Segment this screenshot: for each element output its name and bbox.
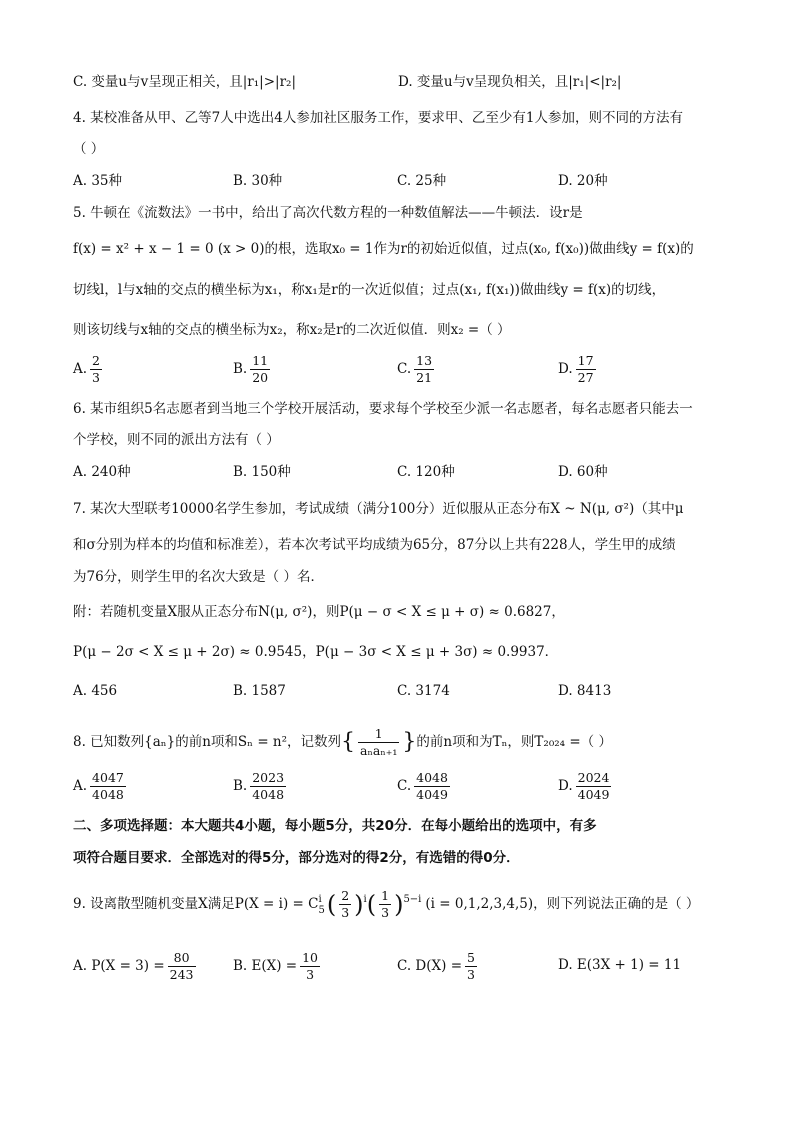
- q9-combination-indices: i 5: [318, 893, 325, 916]
- q8-option-d: D. $\frac{2024}{4049}$: [558, 770, 610, 802]
- q8-option-d-fraction: $\frac{2024}{4049}$: [577, 770, 610, 802]
- q7-text-line4: 附：若随机变量X服从正态分布N(μ, σ²)，则P(μ − σ < X ≤ μ + σ) ≈ 0.6827，: [73, 604, 565, 620]
- q9-option-b: B. E(X) = $\frac{10}{3}$: [233, 950, 319, 982]
- q8-option-b: B. $\frac{2023}{4048}$: [233, 770, 285, 802]
- q9-option-c-fraction: $\frac{5}{3}$: [467, 950, 475, 982]
- q8-option-c-fraction: $\frac{4048}{4049}$: [416, 770, 448, 802]
- q5-option-b: B. $\frac{11}{20}$: [233, 353, 269, 385]
- q4-text-line2: （ ）: [73, 141, 105, 157]
- q9-option-d: D. E(3X + 1) = 11: [558, 957, 682, 973]
- q7-text-line1: 7. 某次大型联考10000名学生参加，考试成绩（满分100分）近似服从正态分布X ~ N(μ, σ²)（其中μ: [73, 501, 684, 517]
- q7-text-line3: 为76分，则学生甲的名次大致是（ ）名．: [73, 569, 324, 585]
- q4-option-d: D. 20种: [558, 173, 608, 189]
- q9-fraction-one-third: $\frac{1}{3}$: [381, 888, 390, 920]
- q8-option-a: A. $\frac{4047}{4048}$: [73, 770, 124, 802]
- q6-option-d: D. 60种: [558, 464, 608, 480]
- section2-heading-line2: 项符合题目要求．全部选对的得5分，部分选对的得2分，有选错的得0分．: [73, 850, 520, 866]
- q8-option-a-fraction: $\frac{4047}{4048}$: [92, 770, 124, 802]
- q9-option-b-fraction: $\frac{10}{3}$: [302, 950, 319, 982]
- q9-option-c: C. D(X) = $\frac{5}{3}$: [397, 950, 475, 982]
- q6-text-line2: 个学校，则不同的派出方法有（ ）: [73, 432, 280, 448]
- q4-option-a: A. 35种: [73, 173, 123, 189]
- q8-option-b-fraction: $\frac{2023}{4048}$: [252, 770, 285, 802]
- q5-option-a-fraction: $\frac{2}{3}$: [92, 353, 100, 385]
- q8-option-c: C. $\frac{4048}{4049}$: [397, 770, 448, 802]
- q9-fraction-two-thirds: $\frac{2}{3}$: [341, 888, 350, 920]
- q8-text: 8. 已知数列{aₙ}的前n项和Sₙ = n²，记数列{ $\frac{1}{\text{aₙaₙ₊₁}}$ }的前n项和为Tₙ，则T₂₀₂₄ =（ ）: [73, 726, 612, 758]
- q5-option-c-fraction: $\frac{13}{21}$: [416, 353, 433, 385]
- q5-option-d-fraction: $\frac{17}{27}$: [577, 353, 594, 385]
- q5-text-line2: f(x) = x² + x − 1 = 0 (x > 0)的根，选取x₀ = 1作为r的初始近似值，过点(x₀, f(x₀))做曲线y = f(x)的: [73, 241, 694, 257]
- q6-option-a: A. 240种: [73, 464, 131, 480]
- q6-text-line1: 6. 某市组织5名志愿者到当地三个学校开展活动，要求每个学校至少派一名志愿者，每名志愿者只能去一: [73, 401, 693, 417]
- q7-option-b: B. 1587: [233, 683, 286, 699]
- section2-heading-line1: 二、多项选择题：本大题共4小题，每小题5分，共20分．在每小题给出的选项中，有多: [73, 818, 597, 834]
- q6-option-c: C. 120种: [397, 464, 455, 480]
- q8-right-brace: }: [402, 729, 417, 755]
- q8-left-brace: {: [341, 729, 356, 755]
- q7-option-d: D. 8413: [558, 683, 612, 699]
- q9-option-a-fraction: $\frac{80}{243}$: [169, 950, 194, 982]
- q4-text-line1: 4. 某校准备从甲、乙等7人中选出4人参加社区服务工作，要求甲、乙至少有1人参加，则不同的方法有: [73, 110, 683, 126]
- q9-option-a: A. P(X = 3) = $\frac{80}{243}$: [73, 950, 194, 982]
- q5-option-c: C. $\frac{13}{21}$: [397, 353, 433, 385]
- q4-option-b: B. 30种: [233, 173, 283, 189]
- q3-option-d: D. 变量u与v呈现负相关，且|r₁|<|r₂|: [398, 74, 622, 90]
- q7-text-line2: 和σ分别为样本的均值和标准差），若本次考试平均成绩为65分，87分以上共有228人，学生甲的成绩: [73, 537, 676, 553]
- q4-option-c: C. 25种: [397, 173, 447, 189]
- q5-option-a: A. $\frac{2}{3}$: [73, 353, 100, 385]
- q9-text: 9. 设离散型随机变量X满足P(X = i) = C i 5 ( $\frac{2}{3}$ )$^i$( $\frac{1}{3}$ )$^{5-i}$ (i = 0,1,2,3,4,5)，则下列说法正确的是（ ）: [73, 888, 700, 920]
- q7-option-c: C. 3174: [397, 683, 450, 699]
- q6-option-b: B. 150种: [233, 464, 291, 480]
- q7-option-a: A. 456: [73, 683, 118, 699]
- q7-text-line5: P(μ − 2σ < X ≤ μ + 2σ) ≈ 0.9545，P(μ − 3σ < X ≤ μ + 3σ) ≈ 0.9937．: [73, 644, 559, 660]
- q5-text-line4: 则该切线与x轴的交点的横坐标为x₂，称x₂是r的二次近似值．则x₂ =（ ）: [73, 322, 511, 338]
- q3-option-c: C. 变量u与v呈现正相关，且|r₁|>|r₂|: [73, 74, 296, 90]
- q5-option-d: D. $\frac{17}{27}$: [558, 353, 594, 385]
- q5-text-line3: 切线l，l与x轴的交点的横坐标为x₁，称x₁是r的一次近似值；过点(x₁, f(x₁))做曲线y = f(x)的切线，: [73, 282, 666, 298]
- q5-text-line1: 5. 牛顿在《流数法》一书中，给出了高次代数方程的一种数值解法——牛顿法．设r是: [73, 205, 583, 221]
- q5-option-b-fraction: $\frac{11}{20}$: [252, 353, 269, 385]
- q8-sequence-fraction: $\frac{1}{\text{aₙaₙ₊₁}}$: [360, 726, 398, 758]
